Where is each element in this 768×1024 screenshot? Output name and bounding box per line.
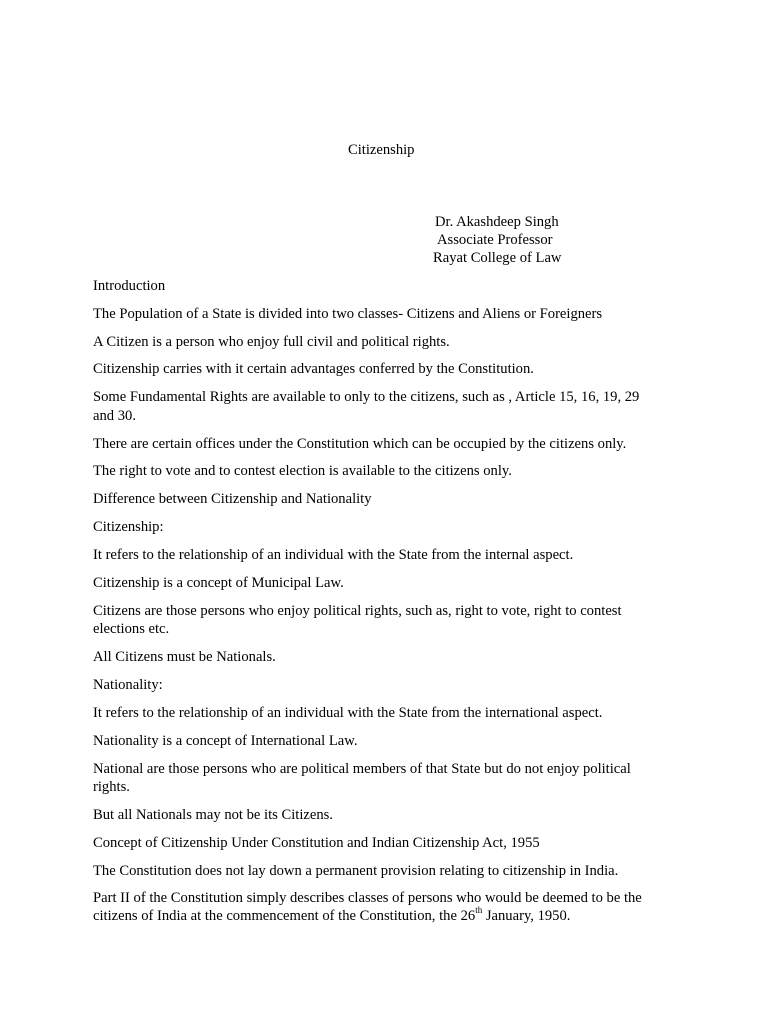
document-title: Citizenship: [348, 142, 415, 158]
paragraph-line: National are those persons who are political members of that State but do not enjoy political: [93, 761, 631, 777]
paragraph: The Constitution does not lay down a permanent provision relating to citizenship in India.: [93, 863, 619, 879]
author-name: Dr. Akashdeep Singh: [435, 214, 559, 230]
paragraph-line: Part II of the Constitution simply describes classes of persons who would be deemed to be the: [93, 890, 642, 906]
paragraph: It refers to the relationship of an individual with the State from the internal aspect.: [93, 547, 574, 563]
ordinal-superscript: th: [475, 905, 483, 916]
citizenship-heading: Citizenship:: [93, 519, 164, 535]
paragraph: A Citizen is a person who enjoy full civil and political rights.: [93, 334, 450, 350]
nationality-heading: Nationality:: [93, 677, 163, 693]
paragraph: Citizenship carries with it certain advantages conferred by the Constitution.: [93, 361, 534, 377]
paragraph: All Citizens must be Nationals.: [93, 649, 276, 665]
paragraph: But all Nationals may not be its Citizens.: [93, 807, 333, 823]
paragraph-line: Some Fundamental Rights are available to only to the citizens, such as , Article 15, 16, 19, 29: [93, 389, 640, 405]
paragraph: There are certain offices under the Constitution which can be occupied by the citizens only.: [93, 436, 627, 452]
introduction-heading: Introduction: [93, 278, 166, 294]
author-institution: Rayat College of Law: [433, 250, 562, 266]
paragraph: It refers to the relationship of an individual with the State from the international aspect.: [93, 705, 603, 721]
paragraph: The right to vote and to contest election is available to the citizens only.: [93, 463, 512, 479]
paragraph: Citizenship is a concept of Municipal Law.: [93, 575, 344, 591]
paragraph-line: rights.: [93, 779, 130, 795]
difference-heading: Difference between Citizenship and Nationality: [93, 491, 372, 507]
paragraph: The Population of a State is divided into two classes- Citizens and Aliens or Foreigners: [93, 306, 603, 322]
paragraph-line: elections etc.: [93, 621, 170, 637]
paragraph-line: Citizens are those persons who enjoy political rights, such as, right to vote, right to contest: [93, 603, 622, 619]
paragraph-line: and 30.: [93, 408, 136, 424]
paragraph-line: [93, 907, 570, 925]
paragraph-text: January, 1950.: [482, 908, 571, 924]
paragraph: Nationality is a concept of International Law.: [93, 733, 358, 749]
paragraph-text: citizens of India at the commencement of the Constitution, the 26: [93, 908, 476, 924]
author-position: Associate Professor: [437, 232, 553, 248]
concept-heading: Concept of Citizenship Under Constitution and Indian Citizenship Act, 1955: [93, 835, 540, 851]
